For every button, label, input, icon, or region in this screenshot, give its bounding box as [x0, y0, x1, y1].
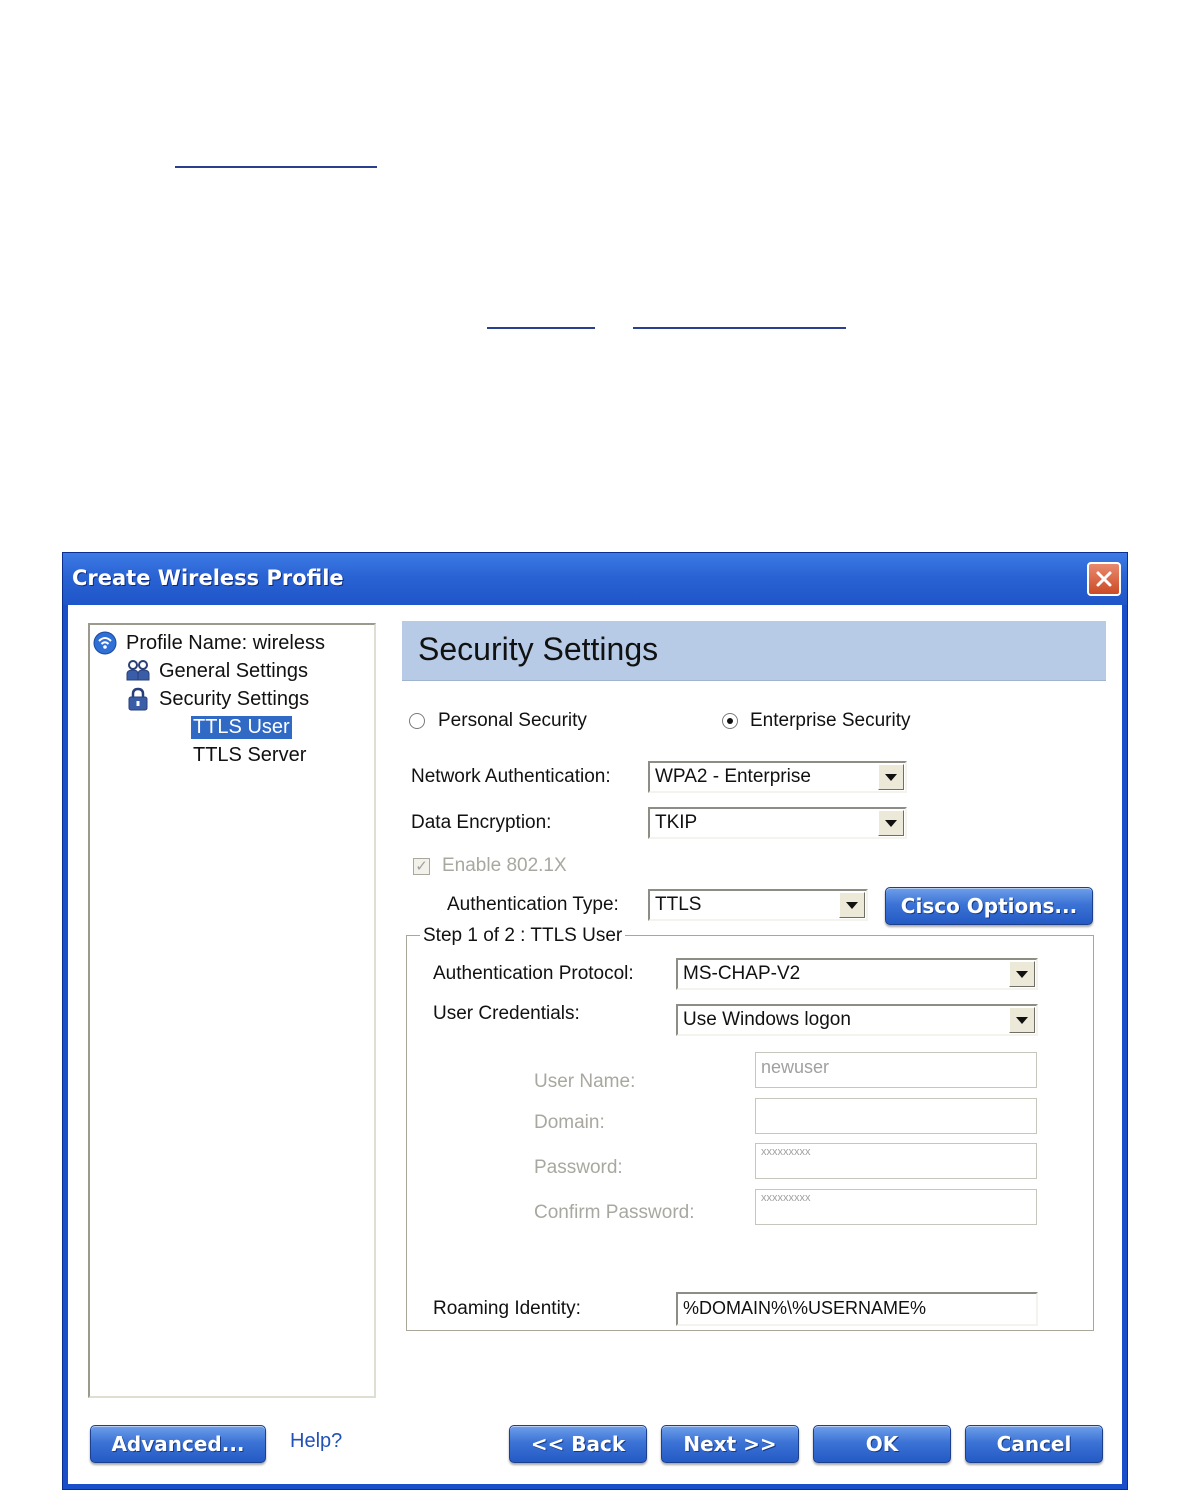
tree-item-profile-name[interactable] [92, 629, 325, 657]
wireless-profile-icon [92, 630, 118, 656]
chevron-down-icon[interactable] [1009, 1007, 1035, 1033]
next-button[interactable] [661, 1425, 799, 1463]
enable-8021x-checkbox[interactable]: ✓ [413, 858, 430, 875]
tree-item-ttls-user[interactable] [191, 713, 292, 741]
tree-item-label: Profile Name: wireless [126, 631, 325, 654]
network-authentication-value: WPA2 - Enterprise [655, 766, 811, 787]
chevron-down-icon[interactable] [839, 892, 865, 918]
authentication-protocol-select[interactable] [676, 958, 1038, 990]
help-link[interactable]: Help? [290, 1430, 343, 1452]
tree-item-label: Security Settings [159, 687, 310, 710]
authentication-type-value: TTLS [655, 894, 702, 915]
window-title: Create Wireless Profile [72, 566, 344, 590]
chevron-down-icon[interactable] [1009, 961, 1035, 987]
user-name-value: newuser [761, 1057, 830, 1077]
page-title: Security Settings [418, 631, 659, 667]
password-field[interactable] [755, 1143, 1037, 1179]
password-value: xxxxxxxxx [761, 1146, 811, 1158]
back-button[interactable] [509, 1425, 647, 1463]
step-legend: Step 1 of 2 : TTLS User [420, 925, 625, 947]
advanced-label: Advanced... [111, 1432, 245, 1456]
network-authentication-select[interactable] [648, 761, 907, 793]
tree-item-security-settings[interactable] [125, 685, 309, 713]
chevron-down-icon[interactable] [878, 764, 904, 790]
enable-8021x-label: Enable 802.1X [442, 855, 567, 876]
next-label: Next >> [683, 1432, 777, 1456]
data-encryption-label: Data Encryption: [411, 812, 552, 833]
authentication-type-label: Authentication Type: [447, 894, 619, 915]
document-link-underline[interactable] [175, 166, 377, 168]
confirm-password-label: Confirm Password: [534, 1202, 695, 1223]
data-encryption-select[interactable] [648, 807, 907, 839]
authentication-protocol-value: MS-CHAP-V2 [683, 963, 801, 984]
ok-button[interactable] [813, 1425, 951, 1463]
enterprise-security-label[interactable]: Enterprise Security [750, 710, 911, 731]
close-button[interactable] [1087, 562, 1121, 596]
tree-item-label: General Settings [159, 659, 308, 682]
ok-label: OK [865, 1432, 899, 1456]
document-link-underline[interactable] [633, 327, 846, 329]
authentication-type-select[interactable] [648, 889, 868, 921]
roaming-identity-field[interactable] [676, 1292, 1038, 1326]
document-link-underline[interactable] [487, 327, 595, 329]
confirm-password-value: xxxxxxxxx [761, 1192, 811, 1204]
tree-item-general-settings[interactable] [125, 657, 308, 685]
cisco-options-label: Cisco Options... [900, 894, 1078, 918]
profile-tree[interactable] [88, 623, 376, 1398]
data-encryption-value: TKIP [655, 812, 698, 833]
user-name-field[interactable] [755, 1052, 1037, 1088]
user-credentials-label: User Credentials: [433, 1003, 580, 1024]
roaming-identity-value: %DOMAIN%\%USERNAME% [683, 1298, 927, 1318]
authentication-protocol-label: Authentication Protocol: [433, 963, 634, 984]
user-name-label: User Name: [534, 1071, 636, 1092]
advanced-button[interactable] [90, 1425, 266, 1463]
cancel-button[interactable] [965, 1425, 1103, 1463]
tree-item-ttls-server[interactable] [193, 741, 306, 769]
password-label: Password: [534, 1157, 623, 1178]
domain-label: Domain: [534, 1112, 605, 1133]
network-authentication-label: Network Authentication: [411, 766, 611, 787]
tree-item-label: TTLS Server [193, 743, 307, 766]
confirm-password-field[interactable] [755, 1189, 1037, 1225]
roaming-identity-label: Roaming Identity: [433, 1298, 581, 1319]
domain-field[interactable] [755, 1098, 1037, 1134]
chevron-down-icon[interactable] [878, 810, 904, 836]
lock-icon [125, 686, 151, 712]
personal-security-radio[interactable] [409, 713, 425, 729]
section-header [402, 621, 1106, 681]
close-icon [1095, 570, 1113, 588]
user-credentials-select[interactable] [676, 1004, 1038, 1036]
tree-item-label: TTLS User [193, 715, 290, 738]
user-credentials-value: Use Windows logon [683, 1009, 851, 1030]
users-icon [125, 658, 151, 684]
back-label: << Back [530, 1432, 626, 1456]
client-area [68, 605, 1122, 1484]
personal-security-label[interactable]: Personal Security [438, 710, 587, 731]
title-bar[interactable] [63, 553, 1127, 605]
cisco-options-button[interactable] [885, 887, 1093, 925]
create-wireless-profile-window [62, 552, 1128, 1490]
cancel-label: Cancel [996, 1432, 1072, 1456]
enterprise-security-radio[interactable] [722, 713, 738, 729]
